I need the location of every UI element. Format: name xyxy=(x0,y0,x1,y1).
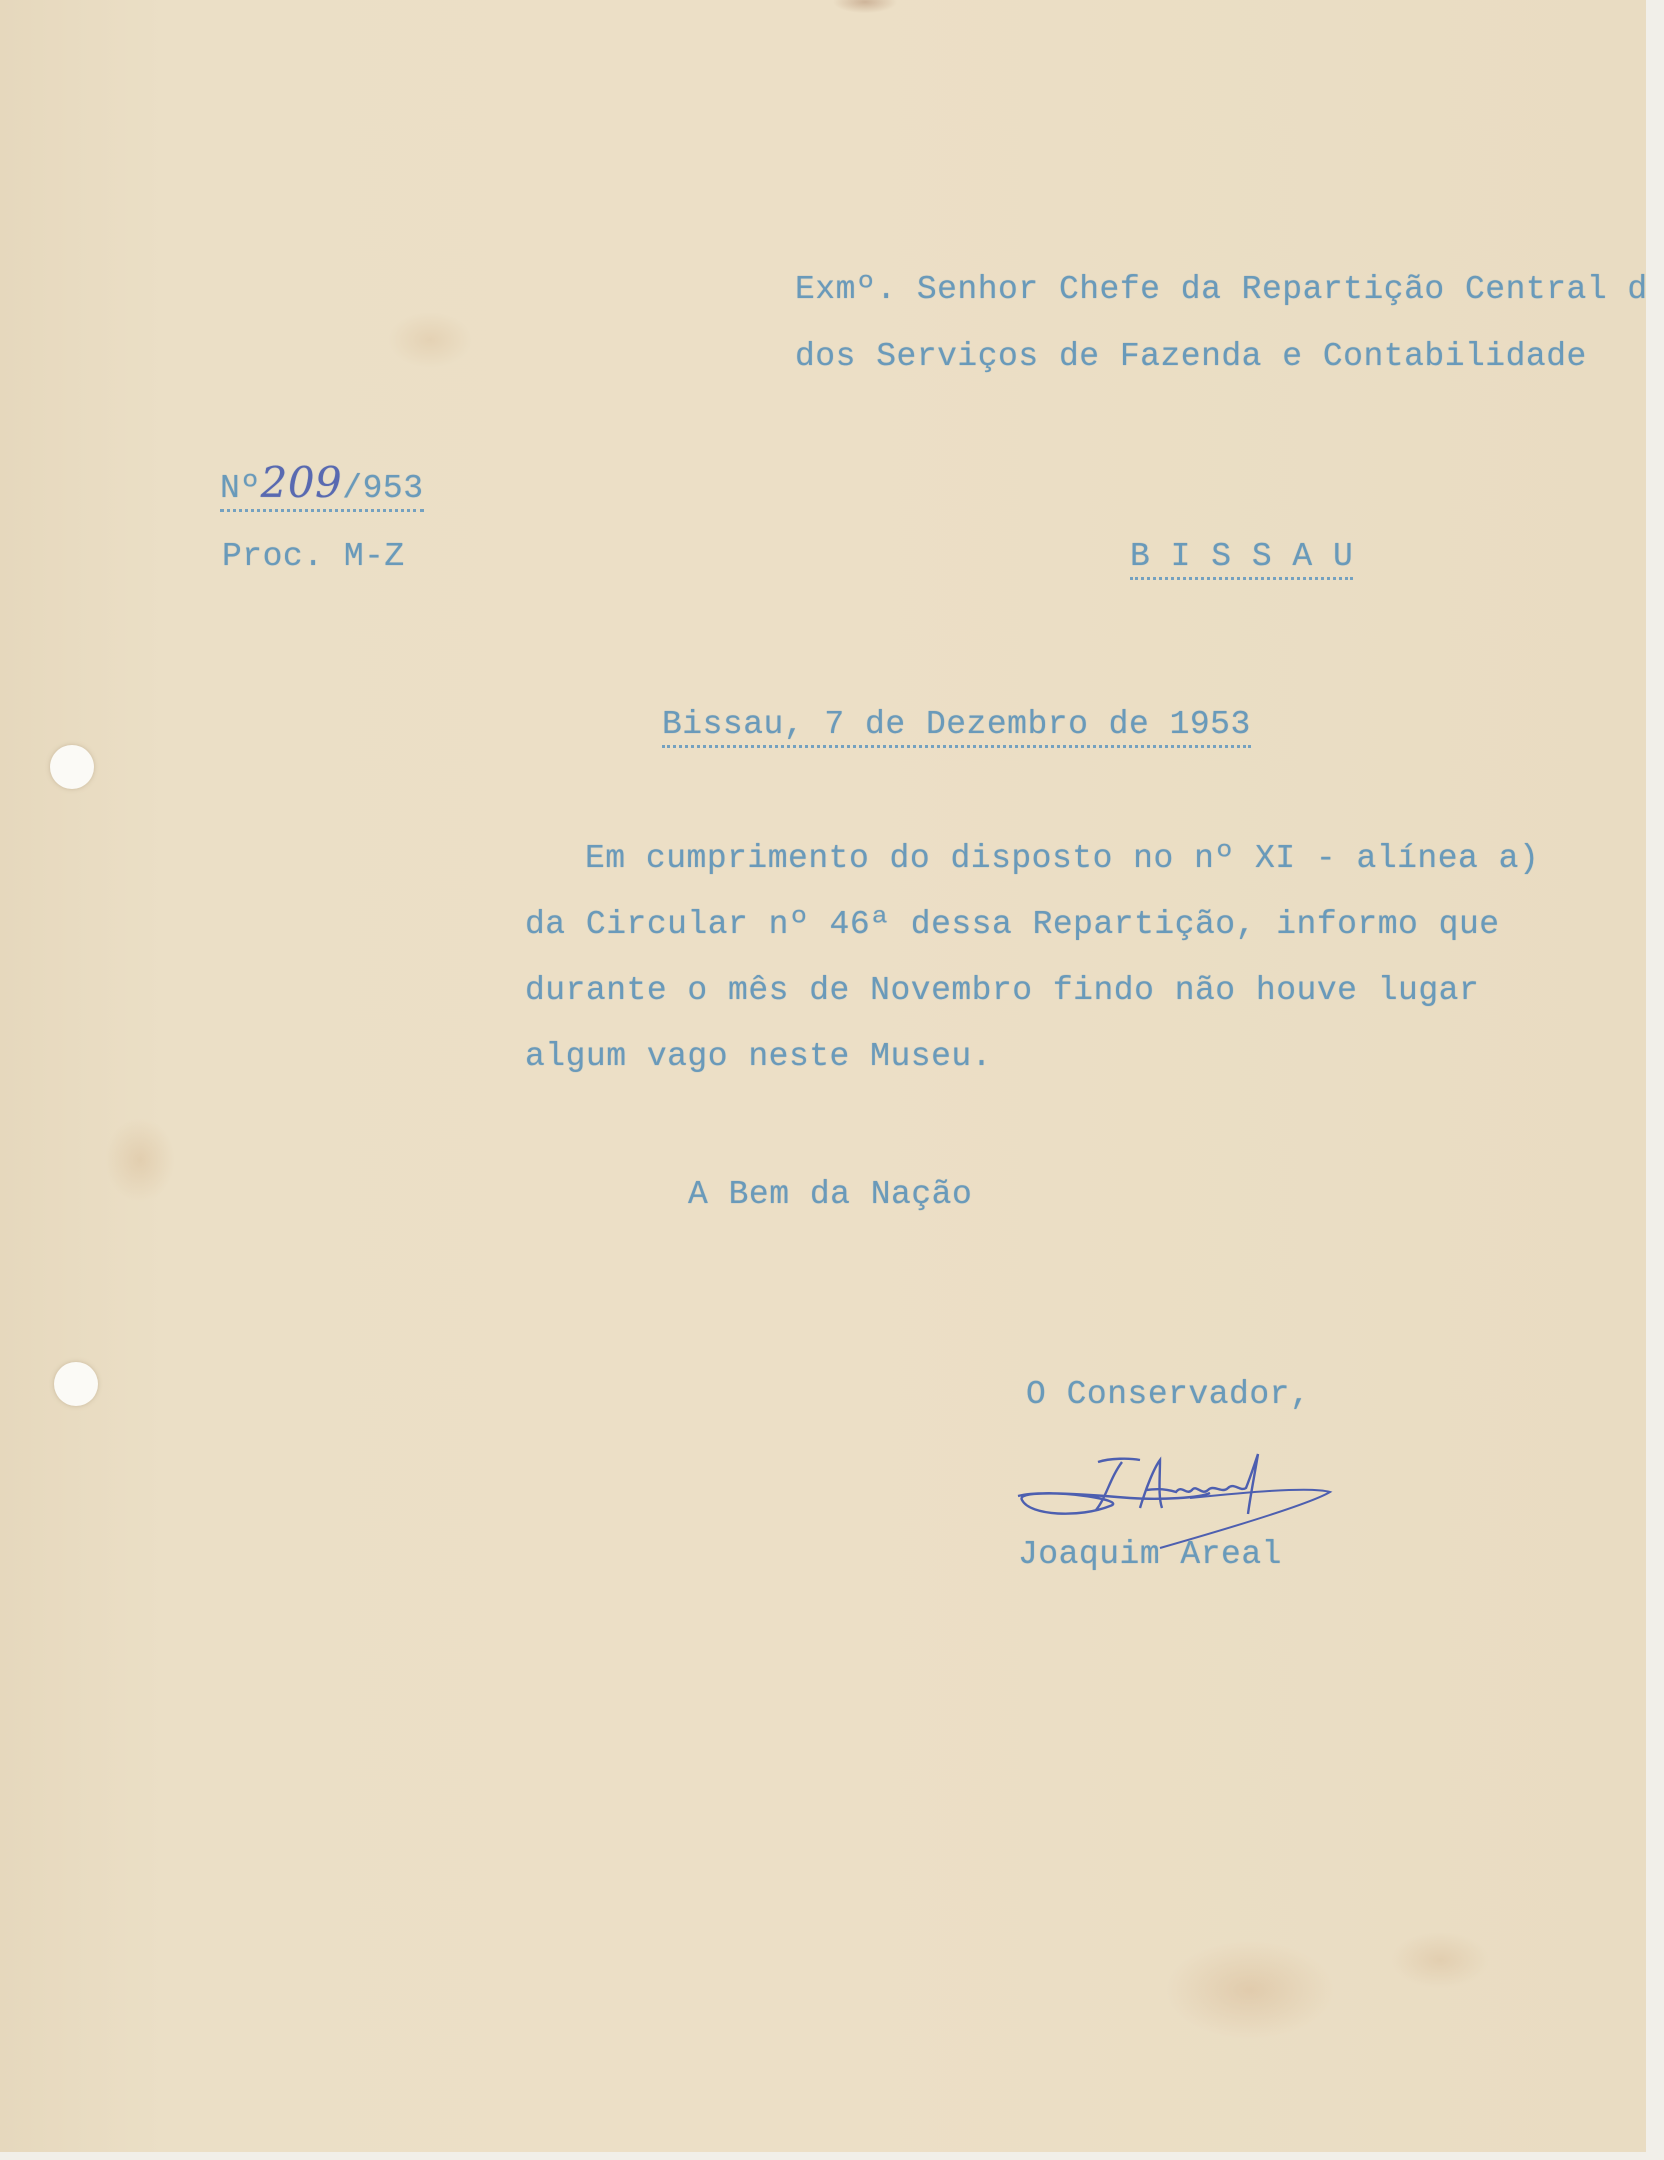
reference-number-handwritten: 209 xyxy=(260,458,343,507)
body-line-1: Em cumprimento do disposto no nº XI - alínea a) xyxy=(585,840,1540,877)
reference-number-typed: /953 xyxy=(342,470,424,507)
signatory-title: O Conservador, xyxy=(1026,1376,1311,1413)
reference-number-prefix: Nº xyxy=(220,470,261,507)
addressee-line-2: dos Serviços de Fazenda e Contabilidade xyxy=(795,338,1587,375)
addressee-line-1: Exmº. Senhor Chefe da Repartição Central d xyxy=(795,271,1648,308)
date-line: Bissau, 7 de Dezembro de 1953 xyxy=(662,708,1251,748)
punch-hole-top xyxy=(50,745,94,789)
closing-salutation: A Bem da Nação xyxy=(688,1176,973,1213)
punch-hole-bottom xyxy=(54,1362,98,1406)
destination-city: B I S S A U xyxy=(1130,540,1353,580)
signatory-name: Joaquim Areal xyxy=(1018,1536,1282,1573)
body-line-3: durante o mês de Novembro findo não houve lugar xyxy=(525,972,1480,1009)
body-line-4: algum vago neste Museu. xyxy=(525,1038,992,1075)
process-code: Proc. M-Z xyxy=(222,538,405,575)
body-line-2: da Circular nº 46ª dessa Repartição, informo que xyxy=(525,906,1500,943)
reference-number xyxy=(220,458,424,512)
